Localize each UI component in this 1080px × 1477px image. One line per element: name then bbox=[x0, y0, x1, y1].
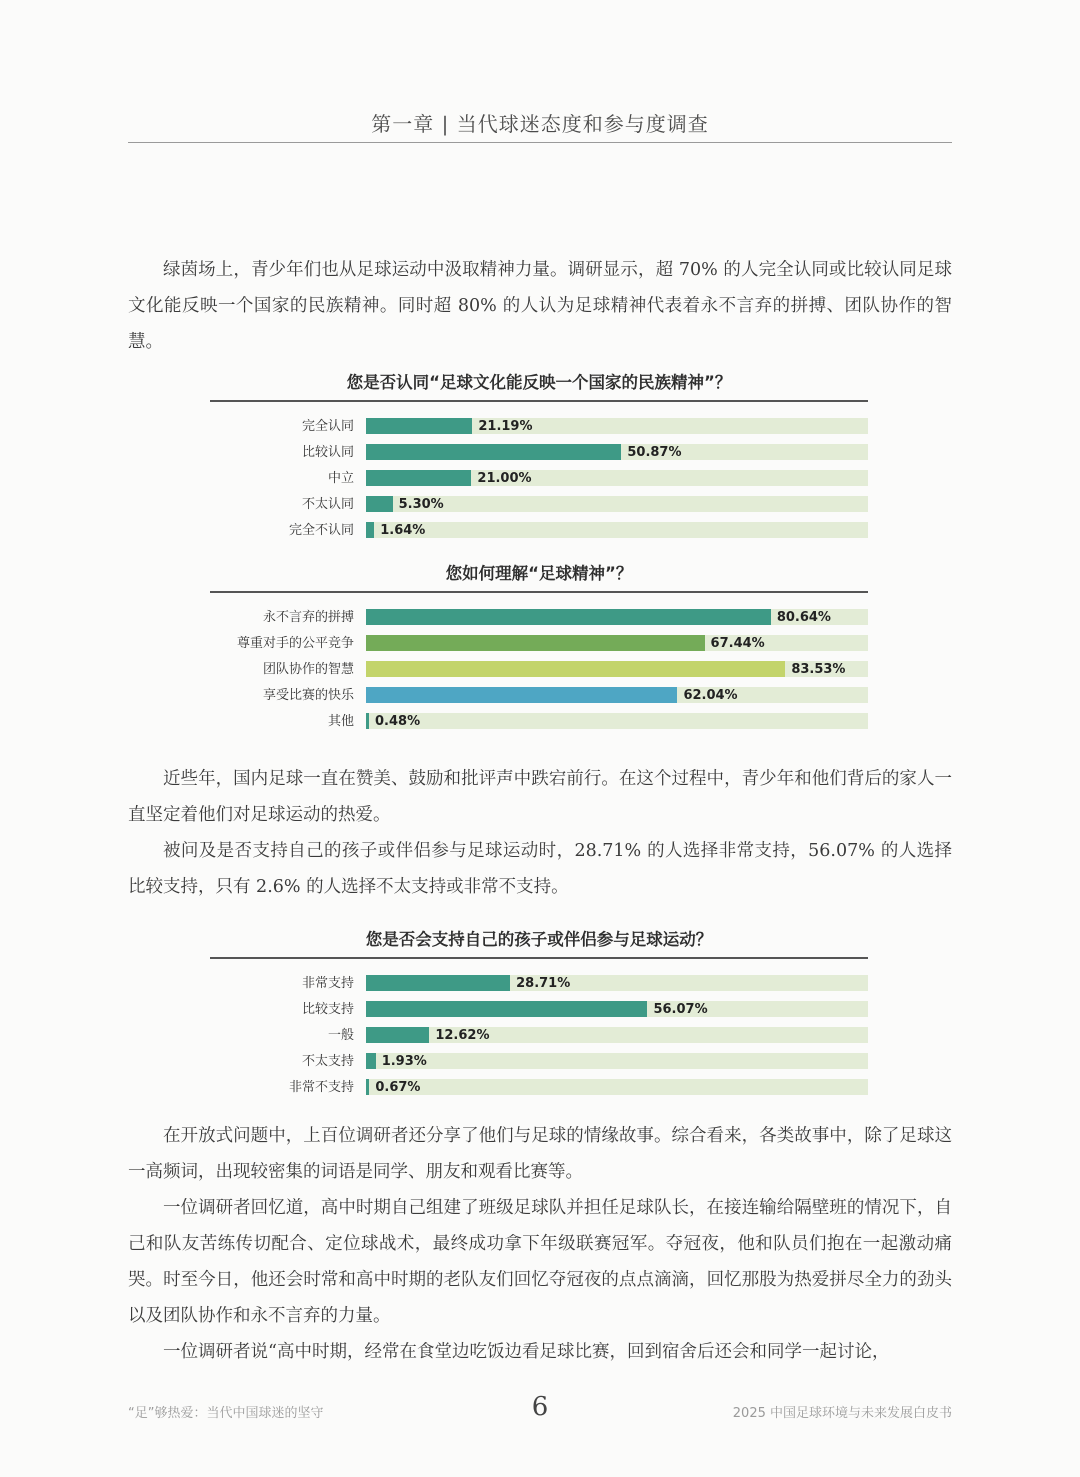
bar-row bbox=[210, 683, 868, 709]
bar-category-label: 永不言弃的拼搏 bbox=[262, 610, 354, 625]
bar-track bbox=[366, 522, 868, 538]
bar-category-label: 非常支持 bbox=[301, 976, 354, 991]
bar-value-label: 28.71% bbox=[516, 976, 571, 991]
paragraph-intro: 绿茵场上，青少年们也从足球运动中汲取精神力量。调研显示，超 70% 的人完全认同或比较认同足球文化能反映一个国家的民族精神。同时超 80% 的人认为足球精神代表着永不言弃的拼搏、团队协作的智慧。 bbox=[128, 260, 952, 352]
bar-row bbox=[210, 657, 868, 683]
bar-list bbox=[210, 414, 868, 544]
bar-fill bbox=[366, 1027, 429, 1043]
paragraph-open-question: 在开放式问题中，上百位调研者还分享了他们与足球的情缘故事。综合看来，各类故事中，除了足球这一高频词，出现较密集的词语是同学、朋友和观看比赛等。 bbox=[128, 1126, 952, 1182]
bar-track bbox=[366, 470, 868, 486]
bar-category-label: 一般 bbox=[327, 1028, 354, 1043]
bar-row bbox=[210, 1049, 868, 1075]
bar-fill bbox=[366, 496, 393, 512]
bar-track bbox=[366, 1001, 868, 1017]
bar-row bbox=[210, 492, 868, 518]
bar-row bbox=[210, 466, 868, 492]
bar-value-label: 67.44% bbox=[710, 636, 765, 651]
bar-fill bbox=[366, 1001, 647, 1017]
bar-fill bbox=[366, 444, 621, 460]
paragraph-support-stats: 被问及是否支持自己的孩子或伴侣参与足球运动时，28.71% 的人选择非常支持，56.07% 的人选择比较支持，只有 2.6% 的人选择不太支持或非常不支持。 bbox=[128, 841, 952, 897]
bar-track bbox=[366, 1053, 868, 1069]
chart-title: 您是否会支持自己的孩子或伴侣参与足球运动？ bbox=[365, 930, 713, 949]
bar-category-label: 其他 bbox=[327, 714, 354, 729]
chart-title-rule bbox=[210, 400, 868, 402]
bar-category-label: 完全不认同 bbox=[288, 523, 354, 538]
bar-track bbox=[366, 496, 868, 512]
bar-fill bbox=[366, 1079, 369, 1095]
bar-track bbox=[366, 418, 868, 434]
bar-value-label: 1.93% bbox=[381, 1054, 427, 1069]
bar-row bbox=[210, 631, 868, 657]
bar-row bbox=[210, 518, 868, 544]
bar-fill bbox=[366, 713, 369, 729]
bar-value-label: 80.64% bbox=[776, 610, 831, 625]
bar-row bbox=[210, 971, 868, 997]
bar-category-label: 比较认同 bbox=[301, 445, 354, 460]
paragraph-domestic-football: 近些年，国内足球一直在赞美、鼓励和批评声中跌宕前行。在这个过程中，青少年和他们背后的家人一直坚定着他们对足球运动的热爱。 bbox=[128, 769, 952, 825]
bar-track bbox=[366, 609, 868, 625]
chart-family-support bbox=[210, 927, 868, 1101]
bar-track bbox=[366, 975, 868, 991]
bar-category-label: 非常不支持 bbox=[288, 1080, 354, 1095]
footer-right-title: 2025 中国足球环境与未来发展白皮书 bbox=[732, 1406, 952, 1421]
chart-title: 您是否认同“足球文化能反映一个国家的民族精神”？ bbox=[346, 373, 732, 392]
chart-football-spirit bbox=[210, 561, 868, 735]
chart-title: 您如何理解“足球精神”？ bbox=[445, 564, 633, 583]
bar-category-label: 中立 bbox=[327, 471, 354, 486]
paragraph-story-canteen: 一位调研者说“高中时期，经常在食堂边吃饭边看足球比赛，回到宿舍后还会和同学一起讨论， bbox=[163, 1342, 890, 1362]
bar-category-label: 不太认同 bbox=[301, 497, 354, 512]
bar-track bbox=[366, 661, 868, 677]
bar-value-label: 56.07% bbox=[653, 1002, 708, 1017]
bar-value-label: 12.62% bbox=[435, 1028, 490, 1043]
bar-track bbox=[366, 444, 868, 460]
chapter-header: 第一章 | 当代球迷态度和参与度调查 bbox=[371, 112, 709, 136]
bar-value-label: 0.67% bbox=[375, 1080, 421, 1095]
footer-left-title: “足”够热爱：当代中国球迷的坚守 bbox=[128, 1406, 324, 1421]
bar-row bbox=[210, 709, 868, 735]
bar-value-label: 1.64% bbox=[380, 523, 426, 538]
bar-row bbox=[210, 997, 868, 1023]
bar-value-label: 21.00% bbox=[477, 471, 532, 486]
bar-value-label: 50.87% bbox=[627, 445, 682, 460]
chart-title-rule bbox=[210, 591, 868, 593]
header-divider bbox=[128, 142, 952, 143]
bar-category-label: 享受比赛的快乐 bbox=[262, 688, 354, 703]
bar-category-label: 完全认同 bbox=[301, 419, 354, 434]
bar-row bbox=[210, 440, 868, 466]
bar-list bbox=[210, 605, 868, 735]
bar-track bbox=[366, 713, 868, 729]
bar-value-label: 5.30% bbox=[398, 497, 444, 512]
bar-value-label: 21.19% bbox=[478, 419, 533, 434]
chart-national-spirit bbox=[210, 370, 868, 544]
paragraph-story-captain: 一位调研者回忆道，高中时期自己组建了班级足球队并担任足球队长，在接连输给隔壁班的情况下，自己和队友苦练传切配合、定位球战术，最终成功拿下年级联赛冠军。夺冠夜，他和队员们抱在一起激动痛哭。时至今日，他还会时常和高中时期的老队友们回忆夺冠夜的点点滴滴，回忆那股为热爱拼尽全力的劲头以及团队协作和永不言弃的力量。 bbox=[128, 1198, 952, 1326]
bar-value-label: 83.53% bbox=[791, 662, 846, 677]
bar-row bbox=[210, 605, 868, 631]
bar-fill bbox=[366, 522, 374, 538]
bar-track bbox=[366, 635, 868, 651]
bar-fill bbox=[366, 470, 471, 486]
bar-value-label: 0.48% bbox=[375, 714, 421, 729]
bar-row bbox=[210, 414, 868, 440]
bar-fill bbox=[366, 975, 510, 991]
bar-fill bbox=[366, 661, 785, 677]
page-number: 6 bbox=[531, 1392, 549, 1422]
bar-value-label: 62.04% bbox=[683, 688, 738, 703]
bar-track bbox=[366, 1027, 868, 1043]
bar-fill bbox=[366, 635, 705, 651]
chart-title-rule bbox=[210, 957, 868, 959]
bar-row bbox=[210, 1023, 868, 1049]
bar-track bbox=[366, 1079, 868, 1095]
bar-fill bbox=[366, 1053, 376, 1069]
bar-category-label: 尊重对手的公平竞争 bbox=[236, 636, 354, 651]
bar-category-label: 比较支持 bbox=[301, 1002, 354, 1017]
bar-category-label: 团队协作的智慧 bbox=[262, 662, 354, 677]
bar-fill bbox=[366, 609, 771, 625]
bar-track bbox=[366, 687, 868, 703]
bar-row bbox=[210, 1075, 868, 1101]
bar-fill bbox=[366, 687, 677, 703]
bar-list bbox=[210, 971, 868, 1101]
bar-fill bbox=[366, 418, 472, 434]
bar-category-label: 不太支持 bbox=[301, 1054, 354, 1069]
